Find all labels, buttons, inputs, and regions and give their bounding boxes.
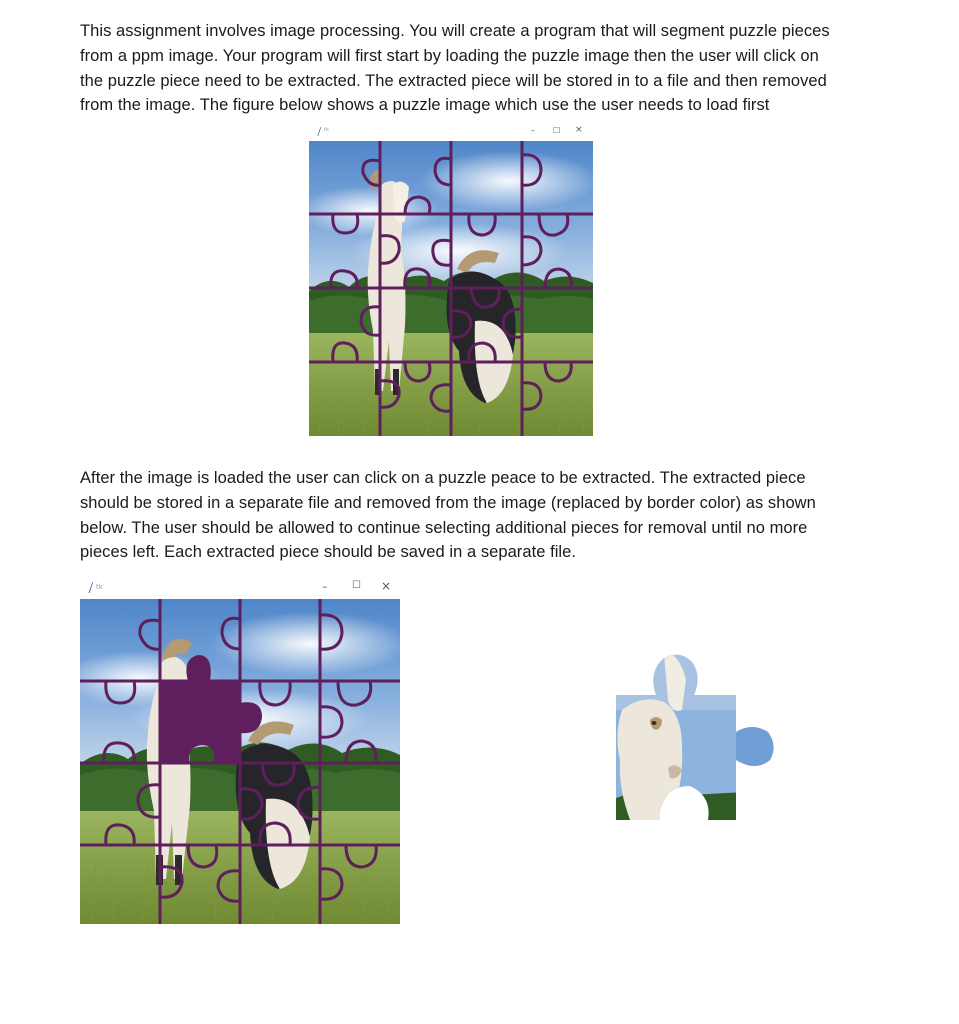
intro-line-1: This assignment involves image processing. You will create a program that will segment puzzle pieces <box>80 22 830 40</box>
after-line-2: should be stored in a separate file and removed from the image (replaced by border color) as shown <box>80 493 816 512</box>
close-button[interactable]: × <box>575 125 583 135</box>
intro-line-2: from a ppm image. Your program will first start by loading the puzzle image then the user will click on <box>80 46 819 65</box>
puzzle-image[interactable] <box>80 599 400 924</box>
window-title: tk <box>96 583 103 591</box>
minimize-button[interactable]: – <box>531 126 535 135</box>
after-paragraph <box>80 466 900 565</box>
tk-feather-icon <box>317 127 321 136</box>
window-title: tk <box>324 127 329 133</box>
window-titlebar <box>309 124 593 141</box>
maximize-button[interactable]: ☐ <box>553 126 561 135</box>
tk-feather-icon <box>88 582 93 593</box>
minimize-button[interactable]: – <box>322 580 328 593</box>
puzzle-canvas[interactable] <box>80 599 400 924</box>
after-line-4: pieces left. Each extracted piece should be saved in a separate file. <box>80 543 576 562</box>
close-button[interactable]: × <box>381 579 392 593</box>
maximize-button[interactable]: ☐ <box>352 580 361 591</box>
after-line-3: below. The user should be allowed to continue selecting additional pieces for removal until no more <box>80 518 808 537</box>
intro-paragraph <box>80 19 900 118</box>
intro-line-3: the puzzle piece need to be extracted. The extracted piece will be stored in to a file and then removed <box>80 71 827 90</box>
puzzle-canvas[interactable] <box>309 141 593 436</box>
puzzle-window-loaded <box>309 124 593 436</box>
extracted-puzzle-piece <box>612 650 782 825</box>
intro-line-4: from the image. The figure below shows a puzzle image which use the user needs to load first <box>80 96 770 115</box>
after-line-1: After the image is loaded the user can click on a puzzle peace to be extracted. The extracted piece <box>80 469 806 487</box>
puzzle-image[interactable] <box>309 141 593 436</box>
puzzle-window-extracted <box>80 577 400 924</box>
window-titlebar <box>80 577 400 599</box>
